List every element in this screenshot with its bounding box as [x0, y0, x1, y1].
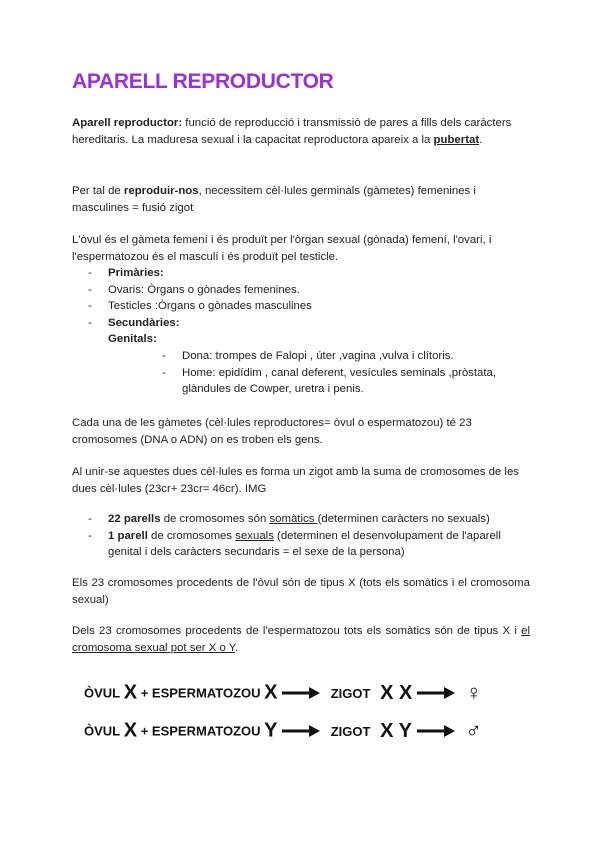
item-home: Home: epidídim , canal deferent, vesícules seminals ,pròstata, glàndules de Cowper, uretra i penis. — [182, 366, 497, 395]
label-espermatozou: + ESPERMATOZOU — [140, 723, 261, 739]
text: de cromosomes són — [160, 513, 270, 525]
label-secundaries: Secundàries: — [108, 316, 180, 329]
genitals-list — [162, 348, 512, 398]
label-zigot: ZIGOT — [330, 723, 371, 739]
text-pre: Per tal de — [72, 185, 124, 197]
paragraph-definition — [72, 115, 530, 148]
label-ovul: ÒVUL — [84, 723, 121, 739]
arrow-right-icon — [416, 686, 456, 700]
equation-male — [84, 718, 482, 744]
period: . — [479, 133, 483, 146]
label-genitals: Genitals: — [108, 333, 157, 345]
male-icon: ♂ — [465, 718, 482, 743]
list-item: - Testicles :Òrgans o gònades masculines — [88, 300, 312, 312]
paragraph-ovul: Els 23 cromosomes procedents de l'òvul són de tipus X (tots els somàtics i el cromosoma sexual) — [72, 577, 530, 606]
label-ovul: ÒVUL — [84, 685, 121, 701]
term-sexuals: sexuals — [235, 529, 274, 542]
text: de cromosomes — [147, 529, 236, 542]
arrow-right-icon — [281, 724, 321, 738]
paragraph-gametes: L'òvul és el gàmeta femení i és produït per l'òrgan sexual (gònada) femení, l'ovari, i l'espermatozou és el masculí i és produït pel testicle. — [72, 234, 492, 263]
chromosome-x: X — [123, 681, 138, 704]
result-xy: X Y — [380, 719, 412, 742]
female-icon: ♀ — [465, 680, 483, 705]
list-item: - Ovaris: Òrgans o gònades femenines. — [88, 283, 300, 296]
item-1-parell: 1 parell — [108, 529, 148, 542]
paragraph-zygote: Al unir-se aquestes dues cèl·lules es forma un zigot amb la suma de cromosomes de les dues cèl·lules (23cr+ 23cr= 46cr). IMG — [72, 466, 519, 495]
underlined-text: el cromosoma sexual pot ser X o Y — [72, 625, 530, 654]
text-rest: , necessitem cèl·lules germinals (gàmetes) femenines i masculines = fusió zigot — [72, 185, 476, 214]
term-reproduir: reproduir-nos — [123, 185, 199, 197]
organs-list — [88, 265, 518, 348]
result-xx: X X — [380, 681, 413, 704]
period: . — [234, 641, 239, 654]
equation-female — [84, 680, 482, 706]
term-somatics: somàtics — [269, 513, 318, 525]
list-item: - 22 parells de cromosomes són somàtics (determinen caràcters no sexuals) — [88, 513, 490, 525]
arrow-right-icon — [281, 686, 321, 700]
text: (determinen el desenvolupament de l'aparell genital i dels caràcters secundaris = el sexe de la persona) — [108, 529, 501, 558]
page-title: APARELL REPRODUCTOR — [72, 70, 334, 93]
chromosome-y: Y — [264, 719, 278, 742]
chromosome-x: X — [123, 719, 138, 742]
item-22-parells: 22 parells — [108, 513, 161, 525]
list-item: - 1 parell de cromosomes sexuals (determinen el desenvolupament de l'aparell genital i dels caràcters secundaris = el sexe de la persona) — [88, 529, 501, 558]
term-pubertat: pubertat — [433, 133, 480, 146]
list-item: - Home: epidídim , canal deferent, vesícules seminals ,pròstata, glàndules de Cowper, uretra i penis. — [162, 366, 497, 395]
term-aparell: Aparell reproductor: — [72, 117, 183, 129]
chromosome-x: X — [264, 681, 278, 704]
text: Dels 23 cromosomes procedents de l'espermatozou tots els somàtics són de tipus X i — [72, 625, 522, 637]
text: (determinen caràcters no sexuals) — [317, 513, 490, 525]
list-item: - Secundàries: Genitals: — [88, 316, 180, 345]
list-item: - Primàries: — [88, 267, 164, 279]
item-dona: Dona: trompes de Falopi , úter ,vagina ,vulva i clítoris. — [182, 350, 454, 362]
paragraph-espermatozou — [72, 623, 530, 656]
paragraph-chromosomes: Cada una de les gàmetes (cèl·lules reproductores= òvul o espermatozou) té 23 cromosomes (DNA o ADN) on es troben els gens. — [72, 417, 472, 446]
arrow-right-icon — [416, 724, 456, 738]
definition-text: funció de reproducció i transmissió de pares a fills dels caràcters hereditaris. La maduresa sexual i la capacitat reproductora apareix a la — [72, 117, 512, 146]
label-zigot: ZIGOT — [330, 685, 371, 701]
paragraph-reproduction — [72, 183, 530, 216]
list-item: - Dona: trompes de Falopi , úter ,vagina ,vulva i clítoris. — [162, 350, 454, 362]
label-espermatozou: + ESPERMATOZOU — [140, 685, 261, 701]
chromosome-list — [88, 511, 518, 561]
item-ovaris: Ovaris: Òrgans o gònades femenines. — [108, 283, 300, 296]
item-testicles: Testicles :Òrgans o gònades masculines — [108, 300, 312, 312]
label-primaries: Primàries: — [108, 267, 164, 279]
